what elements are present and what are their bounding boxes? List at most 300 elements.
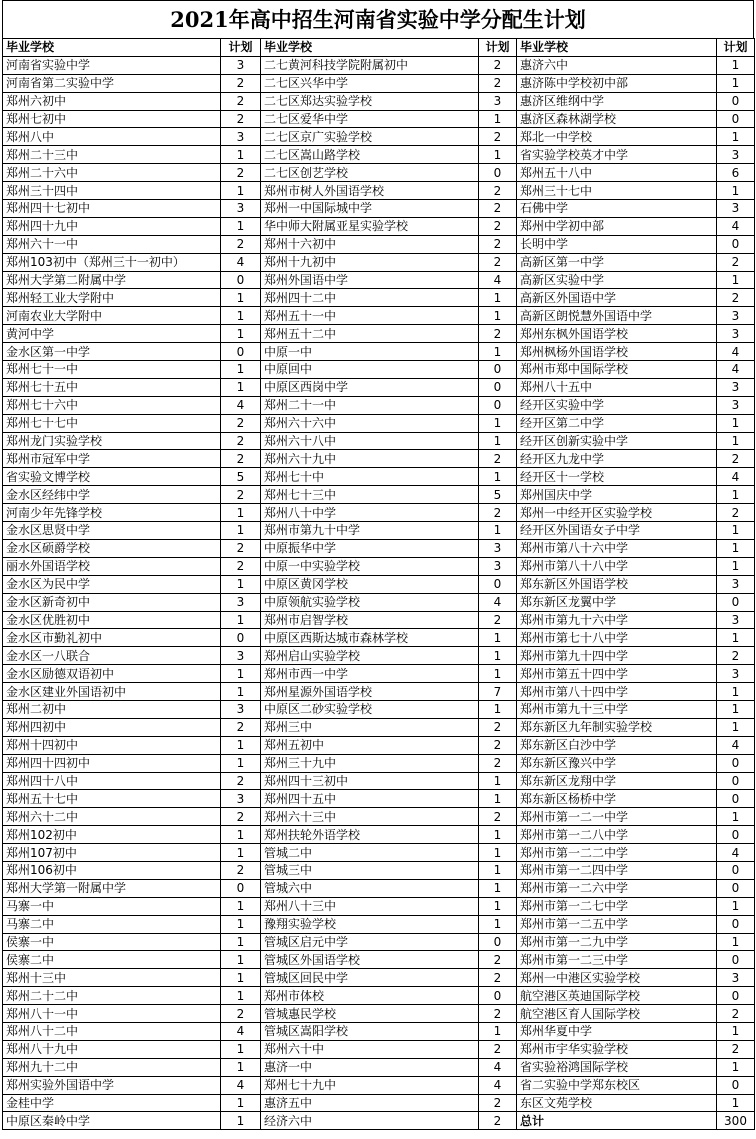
plan-count-cell: 1 [479,700,517,718]
school-name-cell: 郑州市第九十中学 [261,522,479,540]
plan-count-cell: 2 [221,808,261,826]
plan-count-cell: 1 [221,1094,261,1112]
school-name-cell: 省实验裕鸿国际学校 [517,1058,717,1076]
school-name-cell: 郑州市西一中学 [261,665,479,683]
school-name-cell: 东区文苑学校 [517,1094,717,1112]
plan-count-cell: 0 [717,826,755,844]
plan-count-cell: 1 [221,361,261,379]
plan-count-cell: 1 [717,897,755,915]
table-row [3,1076,755,1094]
plan-count-cell: 1 [479,146,517,164]
plan-count-cell: 0 [479,987,517,1005]
plan-count-cell: 2 [717,647,755,665]
plan-count-cell: 1 [479,468,517,486]
plan-count-cell: 1 [221,522,261,540]
school-name-cell: 郑州七十六中 [3,396,221,414]
school-name-cell: 郑州大学第一附属中学 [3,879,221,897]
table-row [3,325,755,343]
school-name-cell: 管城二中 [261,844,479,862]
table-row [3,56,755,74]
table-row [3,1112,755,1130]
school-name-cell: 郑州六十八中 [261,432,479,450]
plan-count-cell: 2 [479,1094,517,1112]
plan-count-cell: 0 [479,933,517,951]
plan-count-cell: 1 [479,647,517,665]
column-header-count: 计划 [479,39,517,57]
school-name-cell: 郑州四十八中 [3,772,221,790]
school-name-cell: 郑州六十二中 [3,808,221,826]
plan-count-cell: 1 [479,432,517,450]
school-name-cell: 郑州十四初中 [3,736,221,754]
plan-count-cell: 4 [717,844,755,862]
school-name-cell: 中原一中实验学校 [261,557,479,575]
school-name-cell: 郑州十六初中 [261,235,479,253]
plan-count-cell: 1 [221,307,261,325]
school-name-cell: 黄河中学 [3,325,221,343]
school-name-cell: 郑北一中学校 [517,128,717,146]
school-name-cell: 二七区嵩山路学校 [261,146,479,164]
plan-count-cell: 2 [717,1005,755,1023]
plan-count-cell: 0 [717,235,755,253]
school-name-cell: 豫翔实验学校 [261,915,479,933]
plan-count-cell: 0 [479,396,517,414]
school-name-cell: 郑州市第一二三中学 [517,951,717,969]
school-name-cell: 郑州六十六中 [261,414,479,432]
school-name-cell: 郑州市宇华实验学校 [517,1040,717,1058]
plan-count-cell: 1 [221,754,261,772]
school-name-cell: 管城六中 [261,879,479,897]
plan-count-cell: 0 [717,593,755,611]
table-row [3,969,755,987]
table-row [3,951,755,969]
plan-count-cell: 4 [717,736,755,754]
table-row [3,504,755,522]
school-name-cell: 郑州五十八中 [517,164,717,182]
table-row [3,575,755,593]
table-row [3,1022,755,1040]
plan-count-cell: 2 [479,504,517,522]
school-name-cell: 中原振华中学 [261,539,479,557]
school-name-cell: 郑州大学第二附属中学 [3,271,221,289]
plan-count-cell: 0 [221,343,261,361]
plan-count-cell: 4 [221,1076,261,1094]
plan-count-cell: 1 [717,683,755,701]
plan-count-cell: 1 [221,844,261,862]
table-row [3,987,755,1005]
plan-count-cell: 0 [717,879,755,897]
school-name-cell: 河南省第二实验中学 [3,74,221,92]
table-row [3,557,755,575]
plan-count-cell: 1 [221,504,261,522]
school-name-cell: 郑州市第一二九中学 [517,933,717,951]
plan-count-cell: 1 [717,486,755,504]
plan-count-cell: 4 [717,217,755,235]
plan-count-cell: 1 [221,897,261,915]
plan-count-cell: 2 [221,164,261,182]
school-name-cell: 金水区思贤中学 [3,522,221,540]
table-row [3,414,755,432]
table-row [3,683,755,701]
school-name-cell: 郑州扶轮外语学校 [261,826,479,844]
school-name-cell: 郑州107初中 [3,844,221,862]
plan-count-cell: 3 [479,557,517,575]
school-name-cell: 郑东新区龙翼中学 [517,593,717,611]
table-row [3,790,755,808]
school-name-cell: 郑州市第八十八中学 [517,557,717,575]
school-name-cell: 河南少年先锋学校 [3,504,221,522]
plan-count-cell: 2 [717,1040,755,1058]
plan-count-cell: 3 [717,969,755,987]
plan-count-cell: 1 [221,933,261,951]
school-name-cell: 管城三中 [261,861,479,879]
plan-count-cell: 2 [221,414,261,432]
school-name-cell: 郑州市第一二四中学 [517,861,717,879]
school-name-cell: 管城区嵩阳学校 [261,1022,479,1040]
plan-count-cell: 1 [221,951,261,969]
school-name-cell: 二七区京广实验学校 [261,128,479,146]
plan-count-cell: 0 [479,361,517,379]
plan-count-cell: 1 [479,790,517,808]
plan-count-cell: 2 [479,450,517,468]
table-row [3,74,755,92]
table-row [3,450,755,468]
school-name-cell: 经开区外国语女子中学 [517,522,717,540]
school-name-cell: 郑州七十一中 [3,361,221,379]
school-name-cell: 惠济一中 [261,1058,479,1076]
plan-count-cell: 3 [717,307,755,325]
school-name-cell: 中原区西岗中学 [261,378,479,396]
table-row [3,611,755,629]
plan-count-cell: 1 [221,1112,261,1130]
plan-count-cell: 4 [717,361,755,379]
school-name-cell: 郑州市第一二五中学 [517,915,717,933]
school-name-cell: 郑州中学初中部 [517,217,717,235]
school-name-cell: 郑州四十五中 [261,790,479,808]
table-row [3,665,755,683]
school-name-cell: 郑州六初中 [3,92,221,110]
plan-count-cell: 2 [479,951,517,969]
plan-count-cell: 4 [221,1022,261,1040]
table-row [3,647,755,665]
school-name-cell: 郑州七初中 [3,110,221,128]
table-row [3,718,755,736]
school-name-cell: 郑州二十一中 [261,396,479,414]
plan-count-cell: 0 [717,915,755,933]
table-row [3,593,755,611]
school-name-cell: 省实验文博学校 [3,468,221,486]
school-name-cell: 郑州四十三初中 [261,772,479,790]
school-name-cell: 中原一中 [261,343,479,361]
plan-count-cell: 1 [221,1040,261,1058]
table-row [3,468,755,486]
plan-count-cell: 4 [221,396,261,414]
plan-count-cell: 1 [479,110,517,128]
plan-count-cell: 1 [221,915,261,933]
school-name-cell: 中原领航实验学校 [261,593,479,611]
column-header-count: 计划 [717,39,755,57]
table-row [3,736,755,754]
school-name-cell: 经开区创新实验中学 [517,432,717,450]
school-name-cell: 金水区励德双语初中 [3,665,221,683]
plan-count-cell: 0 [221,271,261,289]
school-name-cell: 经济六中 [261,1112,479,1130]
plan-count-cell: 2 [221,92,261,110]
plan-count-cell: 1 [221,611,261,629]
page-title: 2021年高中招生河南省实验中学分配生计划 [2,0,754,38]
table-row [3,110,755,128]
school-name-cell: 二七区爱华中学 [261,110,479,128]
school-name-cell: 郑州市第一二七中学 [517,897,717,915]
school-name-cell: 金水区硕爵学校 [3,539,221,557]
school-name-cell: 郑州八十中学 [261,504,479,522]
school-name-cell: 郑州市第八十六中学 [517,539,717,557]
plan-count-cell: 4 [221,253,261,271]
school-name-cell: 郑州六十三中 [261,808,479,826]
plan-count-cell: 5 [479,486,517,504]
school-name-cell: 中原区黄冈学校 [261,575,479,593]
plan-count-cell: 0 [717,987,755,1005]
plan-count-cell: 2 [221,557,261,575]
school-name-cell: 金水区为民中学 [3,575,221,593]
school-name-cell: 高新区第一中学 [517,253,717,271]
table-row [3,378,755,396]
plan-count-cell: 2 [479,74,517,92]
plan-count-cell: 2 [479,611,517,629]
plan-count-cell: 3 [717,396,755,414]
plan-count-cell: 4 [479,593,517,611]
school-name-cell: 丽水外国语学校 [3,557,221,575]
school-name-cell: 郑州三十九中 [261,754,479,772]
school-name-cell: 郑州七十三中 [261,486,479,504]
school-name-cell: 郑州市第一二六中学 [517,879,717,897]
school-name-cell: 金水区新奇初中 [3,593,221,611]
school-name-cell: 侯寨一中 [3,933,221,951]
table-row [3,700,755,718]
plan-count-cell: 0 [221,629,261,647]
plan-count-cell: 2 [717,289,755,307]
plan-count-cell: 5 [221,468,261,486]
plan-count-cell: 4 [479,1058,517,1076]
school-name-cell: 郑州七十中 [261,468,479,486]
plan-count-cell: 0 [717,951,755,969]
school-name-cell: 郑州外国语中学 [261,271,479,289]
table-row [3,396,755,414]
plan-count-cell: 1 [221,378,261,396]
plan-count-cell: 2 [221,74,261,92]
table-row [3,754,755,772]
plan-count-cell: 3 [221,128,261,146]
school-name-cell: 郑东新区龙翔中学 [517,772,717,790]
plan-count-cell: 1 [479,826,517,844]
table-row [3,253,755,271]
plan-count-cell: 2 [221,450,261,468]
school-name-cell: 管城区启元中学 [261,933,479,951]
school-name-cell: 郑州102初中 [3,826,221,844]
plan-count-cell: 2 [479,325,517,343]
school-name-cell: 郑州五十七中 [3,790,221,808]
table-row [3,897,755,915]
school-name-cell: 郑州一中港区实验学校 [517,969,717,987]
plan-count-cell: 2 [221,861,261,879]
plan-count-cell: 0 [717,861,755,879]
table-row [3,1005,755,1023]
plan-count-cell: 2 [221,486,261,504]
plan-count-cell: 1 [221,826,261,844]
plan-count-cell: 2 [221,235,261,253]
plan-count-cell: 1 [221,1058,261,1076]
school-name-cell: 郑州市第九十四中学 [517,647,717,665]
plan-count-cell: 1 [717,414,755,432]
plan-count-cell: 3 [221,56,261,74]
plan-count-cell: 1 [479,289,517,307]
plan-count-cell: 1 [717,1022,755,1040]
school-name-cell: 二七区创艺学校 [261,164,479,182]
plan-count-cell: 1 [717,1094,755,1112]
school-name-cell: 马寨二中 [3,915,221,933]
plan-count-cell: 1 [221,325,261,343]
school-name-cell: 郑州八十九中 [3,1040,221,1058]
school-name-cell: 郑州华夏中学 [517,1022,717,1040]
school-name-cell: 郑州106初中 [3,861,221,879]
school-name-cell: 郑州国庆中学 [517,486,717,504]
school-name-cell: 郑州三十四中 [3,182,221,200]
school-name-cell: 郑州七十九中 [261,1076,479,1094]
school-name-cell: 郑州九十二中 [3,1058,221,1076]
school-name-cell: 郑州六十九中 [261,450,479,468]
plan-count-cell: 0 [717,754,755,772]
plan-count-cell: 3 [221,593,261,611]
plan-count-cell: 1 [221,575,261,593]
school-name-cell: 侯寨二中 [3,951,221,969]
plan-count-cell: 1 [221,182,261,200]
plan-count-cell: 2 [479,253,517,271]
school-name-cell: 华中师大附属亚星实验学校 [261,217,479,235]
table-header-row [3,39,755,57]
school-name-cell: 经开区九龙中学 [517,450,717,468]
plan-count-cell: 1 [717,700,755,718]
school-name-cell: 郑州四十九中 [3,217,221,235]
school-name-cell: 郑州二十三中 [3,146,221,164]
plan-count-cell: 3 [717,325,755,343]
plan-count-cell: 4 [479,271,517,289]
plan-count-cell: 1 [221,289,261,307]
plan-count-cell: 0 [479,378,517,396]
school-name-cell: 石佛中学 [517,200,717,218]
table-row [3,128,755,146]
table-row [3,343,755,361]
school-name-cell: 二七区兴华中学 [261,74,479,92]
plan-count-cell: 3 [717,665,755,683]
table-row [3,772,755,790]
school-name-cell: 郑州四十四初中 [3,754,221,772]
plan-count-cell: 2 [221,718,261,736]
plan-count-cell: 2 [717,450,755,468]
plan-count-cell: 1 [717,271,755,289]
school-name-cell: 郑州八十一中 [3,1005,221,1023]
school-name-cell: 郑州市树人外国语学校 [261,182,479,200]
plan-count-cell: 1 [221,217,261,235]
column-header-school: 毕业学校 [3,39,221,57]
school-name-cell: 郑东新区豫兴中学 [517,754,717,772]
plan-count-cell: 1 [717,539,755,557]
school-name-cell: 郑州六十中 [261,1040,479,1058]
plan-count-cell: 2 [479,217,517,235]
school-name-cell: 中原区秦岭中学 [3,1112,221,1130]
plan-count-cell: 0 [479,575,517,593]
table-row [3,235,755,253]
plan-count-cell: 3 [221,647,261,665]
school-name-cell: 郑州八十三中 [261,897,479,915]
plan-count-cell: 0 [717,92,755,110]
plan-count-cell: 1 [479,414,517,432]
school-name-cell: 郑东新区外国语学校 [517,575,717,593]
plan-count-cell: 1 [221,969,261,987]
school-name-cell: 经开区实验中学 [517,396,717,414]
plan-count-cell: 1 [717,128,755,146]
plan-count-cell: 0 [717,790,755,808]
plan-count-cell: 1 [479,343,517,361]
plan-count-cell: 1 [221,665,261,683]
plan-count-cell: 2 [479,1005,517,1023]
school-name-cell: 金水区建业外国语初中 [3,683,221,701]
school-name-cell: 金桂中学 [3,1094,221,1112]
school-name-cell: 郑州一中经开区实验学校 [517,504,717,522]
table-row [3,1040,755,1058]
plan-count-cell: 2 [221,110,261,128]
school-name-cell: 郑州一中国际城中学 [261,200,479,218]
plan-count-cell: 3 [221,790,261,808]
school-name-cell: 郑州龙门实验学校 [3,432,221,450]
plan-count-cell: 3 [717,200,755,218]
table-row [3,92,755,110]
table-row [3,826,755,844]
school-name-cell: 长明中学 [517,235,717,253]
table-row [3,200,755,218]
total-value: 300 [717,1112,755,1130]
school-name-cell: 郑州星源外国语学校 [261,683,479,701]
table-row [3,432,755,450]
plan-count-cell: 1 [717,557,755,575]
school-name-cell: 郑州八中 [3,128,221,146]
school-name-cell: 航空港区育人国际学校 [517,1005,717,1023]
plan-count-cell: 3 [717,575,755,593]
plan-count-cell: 2 [717,504,755,522]
plan-count-cell: 1 [221,146,261,164]
plan-count-cell: 1 [717,629,755,647]
table-row [3,861,755,879]
school-name-cell: 中原区西斯达城市森林学校 [261,629,479,647]
plan-count-cell: 2 [479,56,517,74]
school-name-cell: 惠济区森林湖学校 [517,110,717,128]
plan-count-cell: 3 [717,378,755,396]
plan-count-cell: 4 [717,343,755,361]
school-name-cell: 高新区朗悦慧外国语中学 [517,307,717,325]
plan-count-cell: 2 [717,253,755,271]
school-name-cell: 惠济六中 [517,56,717,74]
table-row [3,1094,755,1112]
school-name-cell: 经开区十一学校 [517,468,717,486]
school-name-cell: 郑州市体校 [261,987,479,1005]
plan-count-cell: 1 [221,683,261,701]
allocation-table [2,38,755,1130]
school-name-cell: 郑州三中 [261,718,479,736]
school-name-cell: 郑州二初中 [3,700,221,718]
table-row [3,146,755,164]
school-name-cell: 省实验学校英才中学 [517,146,717,164]
plan-count-cell: 3 [221,700,261,718]
table-row [3,271,755,289]
table-row [3,1058,755,1076]
